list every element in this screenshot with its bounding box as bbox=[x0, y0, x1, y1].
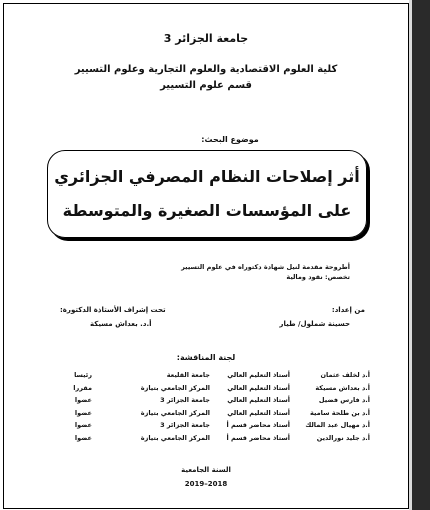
member-rank: أستاذ التعليم العالي bbox=[227, 383, 290, 392]
department-name: قسم علوم التسيير bbox=[160, 80, 252, 91]
committee-row bbox=[30, 371, 370, 384]
committee-title: لجنة المناقشة: bbox=[176, 353, 236, 362]
prepared-by-name: حسينة شملول/ طيار bbox=[279, 320, 350, 328]
member-name: أ.د بعداش مسيكة bbox=[315, 383, 370, 392]
thesis-description: أطروحة مقدمة لنيل شهادة دكتوراه في علوم التسيير bbox=[181, 263, 350, 271]
specialization: تخصص: نقود ومالية bbox=[286, 273, 350, 281]
member-name: أ.د جليد نورالدين bbox=[316, 433, 370, 442]
prepared-by-label: من إعداد: bbox=[331, 306, 365, 314]
committee-row bbox=[30, 421, 370, 434]
member-name: أ.د مهيال عبد المالك bbox=[305, 421, 370, 430]
member-role: عضوا bbox=[74, 421, 92, 430]
committee-row bbox=[30, 434, 370, 447]
supervisor-label: تحت إشراف الأستاذة الدكتورة: bbox=[60, 306, 166, 314]
member-institution: المركز الجامعي بتيازة bbox=[140, 433, 210, 442]
thesis-title-line1: أثر إصلاحات النظام المصرفي الجزائري bbox=[54, 167, 360, 186]
member-role: مقررا bbox=[73, 383, 92, 392]
supervisor-name: أ.د. بعداش مسيكة bbox=[90, 320, 152, 328]
university-name: جامعة الجزائر 3 bbox=[163, 32, 249, 45]
scrollbar[interactable] bbox=[412, 0, 430, 510]
member-rank: أستاذ التعليم العالي bbox=[227, 371, 290, 379]
thesis-title-box bbox=[47, 150, 367, 238]
member-role: عضوا bbox=[74, 396, 92, 405]
member-institution: جامعة الجزائر 3 bbox=[160, 396, 210, 405]
member-rank: أستاذ محاضر قسم أ bbox=[226, 421, 290, 430]
academic-year: 2019–2018 bbox=[184, 480, 228, 488]
member-name: أ.د بن طلحة سامية bbox=[310, 408, 370, 417]
member-institution: المركز الجامعي بتيازة bbox=[140, 383, 210, 392]
member-rank: أستاذ محاضر قسم أ bbox=[226, 433, 290, 442]
academic-year-label: السنة الجامعية bbox=[181, 466, 231, 474]
member-rank: أستاذ التعليم العالي bbox=[227, 396, 290, 405]
thesis-title-line2: على المؤسسات الصغيرة والمتوسطة bbox=[62, 201, 352, 220]
member-role: عضوا bbox=[74, 408, 92, 417]
member-name: أ.د لخلف عثمان bbox=[320, 371, 370, 379]
committee-row bbox=[30, 396, 370, 409]
member-institution: المركز الجامعي بتيازة bbox=[140, 408, 210, 417]
faculty-name: كلية العلوم الاقتصادية والعلوم التجارية وعلوم التسيير bbox=[74, 64, 338, 75]
member-institution: جامعة القليعة bbox=[166, 371, 210, 379]
topic-label: موضوع البحث: bbox=[201, 135, 259, 144]
member-role: رئيسا bbox=[74, 371, 92, 379]
committee-row bbox=[30, 384, 370, 397]
member-role: عضوا bbox=[74, 433, 92, 442]
committee-members bbox=[30, 371, 370, 447]
committee-row bbox=[30, 409, 370, 422]
member-rank: أستاذ التعليم العالي bbox=[227, 408, 290, 417]
member-institution: جامعة الجزائر 3 bbox=[160, 421, 210, 430]
member-name: أ.د فارس فضيل bbox=[318, 396, 370, 405]
